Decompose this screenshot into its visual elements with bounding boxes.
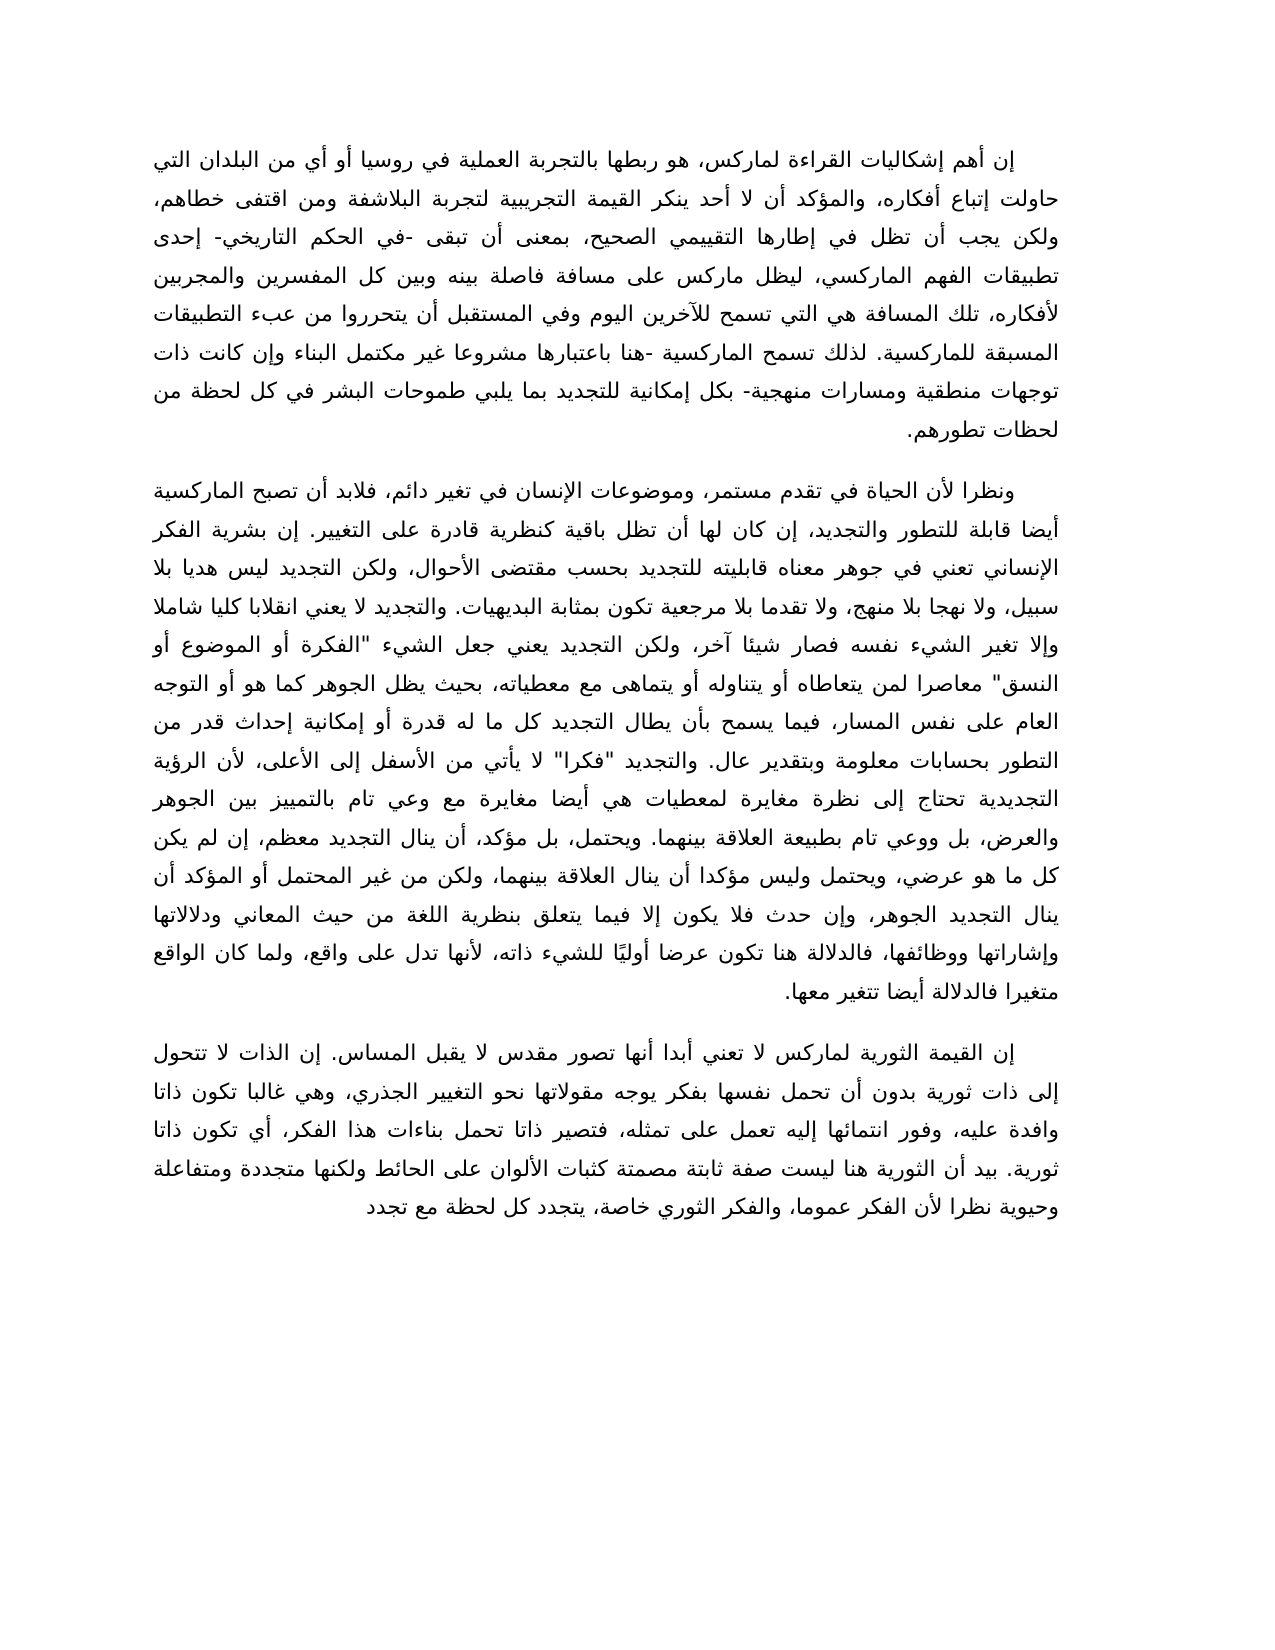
paragraph: إن القيمة الثورية لماركس لا تعني أبدا أنها تصور مقدس لا يقبل المساس. إن الذات لا تتحول إلى ذات ثورية بدون أن تحمل نفسها بفكر يوجه مقولاتها نحو التغيير الجذري، وهي غالبا تكون ذاتا وافدة عليه، وفور انتمائها إليه تعمل على تمثله، فتصير ذاتا تحمل بناءات هذا الفكر، أي تكون ذاتا ثورية. بيد أن الثورية هنا ليست صفة ثابتة مصمتة كثبات الألوان على الحائط ولكنها متجددة ومتفاعلة وحيوية نظرا لأن الفكر عموما، والفكر الثوري خاصة، يتجدد كل لحظة مع تجدد	[153, 1041, 1059, 1220]
paragraph: إن أهم إشكاليات القراءة لماركس، هو ربطها بالتجربة العملية في روسيا أو أي من البلدان التي حاولت إتباع أفكاره، والمؤكد أن لا أحد ينكر القيمة التجريبية لتجربة البلاشفة ومن اقتفى خطاهم، ولكن يجب أن تظل في إطارها التقييمي الصحيح، بمعنى أن تبقى -في الحكم التاريخي- إحدى تطبيقات الفهم الماركسي، ليظل ماركس على مسافة فاصلة بينه وبين كل المفسرين والمجربين لأفكاره، تلك المسافة هي التي تسمح للآخرين اليوم وفي المستقبل أن يتحرروا من عبء التطبيقات المسبقة للماركسية. لذلك تسمح الماركسية -هنا باعتبارها مشروعا غير مكتمل البناء وإن كانت ذات توجهات منطقية ومسارات منهجية- بكل إمكانية للتجديد بما يلبي طموحات البشر في كل لحظة من لحظات تطورهم.	[153, 148, 1059, 443]
document-body	[153, 142, 1059, 1228]
paragraph: ونظرا لأن الحياة في تقدم مستمر، وموضوعات الإنسان في تغير دائم، فلابد أن تصبح الماركسية أيضا قابلة للتطور والتجديد، إن كان لها أن تظل باقية كنظرية قادرة على التغيير. إن بشرية الفكر الإنساني تعني في جوهر معناه قابليته للتجديد بحسب مقتضى الأحوال، ولكن التجديد ليس هديا بلا سبيل، ولا نهجا بلا منهج، ولا تقدما بلا مرجعية تكون بمثابة البديهيات. والتجديد لا يعني انقلابا كليا شاملا وإلا تغير الشيء نفسه فصار شيئا آخر، ولكن التجديد يعني جعل الشيء "الفكرة أو الموضوع أو النسق" معاصرا لمن يتعاطاه أو يتناوله أو يتماهى مع معطياته، بحيث يظل الجوهر كما هو أو التوجه العام على نفس المسار، فيما يسمح بأن يطال التجديد كل ما له قدرة أو إمكانية إحداث قدر من التطور بحسابات معلومة وبتقدير عال. والتجديد "فكرا" لا يأتي من الأسفل إلى الأعلى، لأن الرؤية التجديدية تحتاج إلى نظرة مغايرة لمعطيات هي أيضا مغايرة مع وعي تام بالتمييز بين الجوهر والعرض، بل ووعي تام بطبيعة العلاقة بينهما. ويحتمل، بل مؤكد، أن ينال التجديد معظم، إن لم يكن كل ما هو عرضي، ويحتمل وليس مؤكدا أن ينال العلاقة بينهما، ولكن من غير المحتمل أو المؤكد أن ينال التجديد الجوهر، وإن حدث فلا يكون إلا فيما يتعلق بنظرية اللغة من حيث المعاني ودلالاتها وإشاراتها ووظائفها، فالدلالة هنا تكون عرضا أوليًا للشيء ذاته، لأنها تدل على واقع، ولما كان الواقع متغيرا فالدلالة أيضا تتغير معها.	[153, 479, 1059, 1005]
